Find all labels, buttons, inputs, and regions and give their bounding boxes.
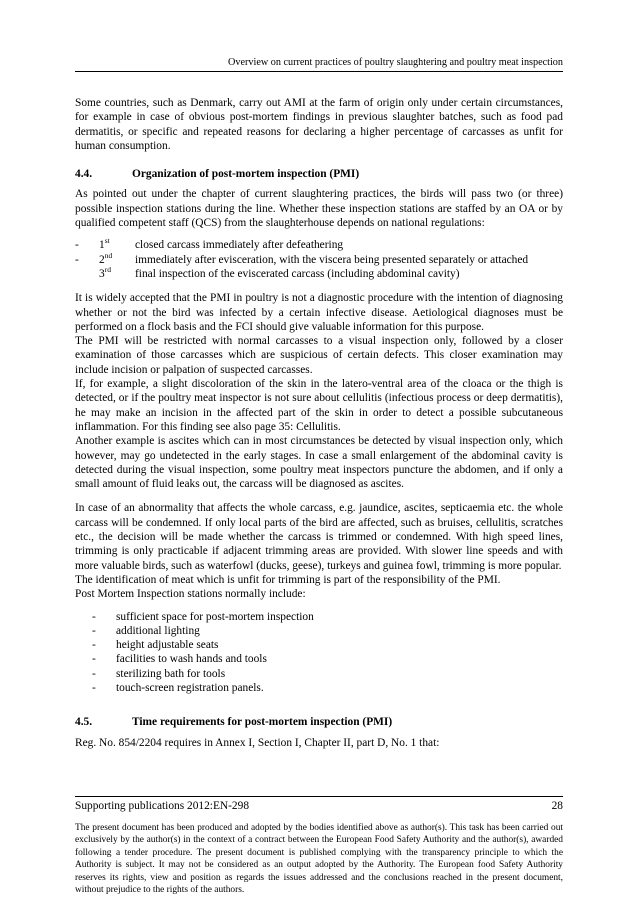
station-text: final inspection of the eviscerated carcass (including abdominal cavity) — [135, 267, 460, 280]
list-item: - facilities to wash hands and tools — [92, 653, 267, 666]
list-item: - touch-screen registration panels. — [92, 681, 264, 694]
list-item — [75, 238, 563, 252]
station-ordinal: 3rd — [99, 265, 111, 280]
list-item: - sufficient space for post-mortem inspection — [92, 610, 314, 623]
list-item: - sterilizing bath for tools — [92, 667, 226, 680]
list-item-text: height adjustable seats — [116, 639, 219, 652]
section-title: Organization of post-mortem inspection (PMI) — [132, 168, 360, 181]
inspection-stations-list — [75, 238, 563, 281]
list-item: - height adjustable seats — [92, 639, 219, 652]
section-heading-4-4 — [75, 167, 563, 181]
paragraph: If, for example, a slight discoloration of the skin in the latero-ventral area of the cloaca or the thigh is detected, or if the poultry meat inspector is not sure about cellulitis (infectious process or deep dermatitis), he may make an incision in the affected part of the skin in order to detect a possible subcutaneous inflammation. For this finding see also page 35: Cellulitis. — [75, 378, 563, 433]
paragraph: The identification of meat which is unfit for trimming is part of the responsibility of the PMI. — [75, 573, 501, 586]
list-item-text: sterilizing bath for tools — [116, 667, 226, 680]
paragraph: In case of an abnormality that affects the whole carcass, e.g. jaundice, ascites, septicaemia etc. the whole carcass will be condemned. If only local parts of the bird are affected, such as bruises, cellulitis, scratches etc., the decision will be made whether the carcass is trimmed or condemned. With high speed lines, trimming is only practicable if adjacent trimming areas are provided. With slower line speeds and with more valuable birds, such as waterfowl (ducks, geese), turkeys and guinea fowl, trimming is more popular. — [75, 502, 563, 572]
paragraph: Another example is ascites which can in most circumstances be detected by visual inspection only, which however, may go undetected in the early stages. In case a small enlargement of the abdominal cavity is detected during the visual inspection, some poultry meat inspectors puncture the abdomen, and if only a small amount of fluid leaks out, the carcass will be diagnosed as ascites. — [75, 435, 563, 491]
station-ordinal: 1st — [99, 236, 110, 252]
list-dash: - — [75, 239, 79, 252]
station-ordinal: 2nd — [99, 250, 113, 266]
list-item-text: additional lighting — [116, 624, 200, 637]
page-number: 28 — [551, 800, 563, 812]
publication-id: Supporting publications 2012:EN-298 — [75, 800, 250, 812]
list-item — [75, 250, 563, 267]
section-heading-4-5 — [75, 715, 563, 729]
paragraph: Reg. No. 854/2204 requires in Annex I, Section I, Chapter II, part D, No. 1 that: — [75, 736, 440, 749]
station-text: immediately after evisceration, with the viscera being presented separately or attached — [135, 253, 529, 266]
section-number: 4.5. — [75, 716, 93, 729]
list-dash: - — [75, 253, 79, 266]
list-item-text: touch-screen registration panels. — [116, 681, 264, 694]
list-item: - additional lighting — [92, 624, 200, 637]
running-header: Overview on current practices of poultry slaughtering and poultry meat inspection — [75, 57, 563, 72]
paragraph: As pointed out under the chapter of current slaughtering practices, the birds will pass two (or three) possible inspection stations during the line. Whether these inspection stations are staffed by an OA or by qualified competent staff (QCS) from the slaughterhouse depends on national regulations: — [75, 188, 563, 230]
disclaimer-note: The present document has been produced and adopted by the bodies identified above as author(s). This task has been carried out exclusively by the author(s) in the context of a contract between the European Food Safety Authority and the author(s), awarded following a tender procedure. The present document is published complying with the transparency principle to which the Authority is subject. It may not be considered as an output adopted by the Authority. The European food Safety Authority reserves its rights, view and position as regards the issues addressed and the conclusions reached in the present document, without prejudice to the rights of the authors. — [75, 823, 563, 896]
footer-divider — [75, 796, 563, 797]
list-dash — [75, 267, 99, 281]
list-item-text: sufficient space for post-mortem inspection — [116, 610, 314, 623]
station-text: closed carcass immediately after defeathering — [135, 239, 344, 252]
paragraph: It is widely accepted that the PMI in poultry is not a diagnostic procedure with the intention of diagnosing whether or not the bird was infected by a certain infective disease. Aetiological diagnoses must be performed on a flock basis and the FCI should give valuable information for this purpose. — [75, 292, 563, 333]
section-title: Time requirements for post-mortem inspection (PMI) — [132, 716, 393, 729]
list-item-text: facilities to wash hands and tools — [116, 653, 267, 666]
paragraph: The PMI will be restricted with normal carcasses to a visual inspection only, followed by a closer examination of those carcasses which are suspicious of certain defects. This closer examination may include incision or palpation of suspected carcasses. — [75, 335, 563, 376]
list-item — [75, 267, 563, 281]
paragraph: Post Mortem Inspection stations normally include: — [75, 588, 306, 601]
page-body — [75, 96, 563, 750]
intro-paragraph: Some countries, such as Denmark, carry out AMI at the farm of origin only under certain circumstances, for example in case of obvious post-mortem findings in previous slaughter batches, such as food pad dermatitis, or specific and repeated reasons for declaring a higher percentage of carcasses as unfit for human consumption. — [75, 97, 563, 152]
footer — [75, 800, 563, 812]
section-number: 4.4. — [75, 168, 93, 181]
pmi-stations-list — [75, 610, 563, 696]
